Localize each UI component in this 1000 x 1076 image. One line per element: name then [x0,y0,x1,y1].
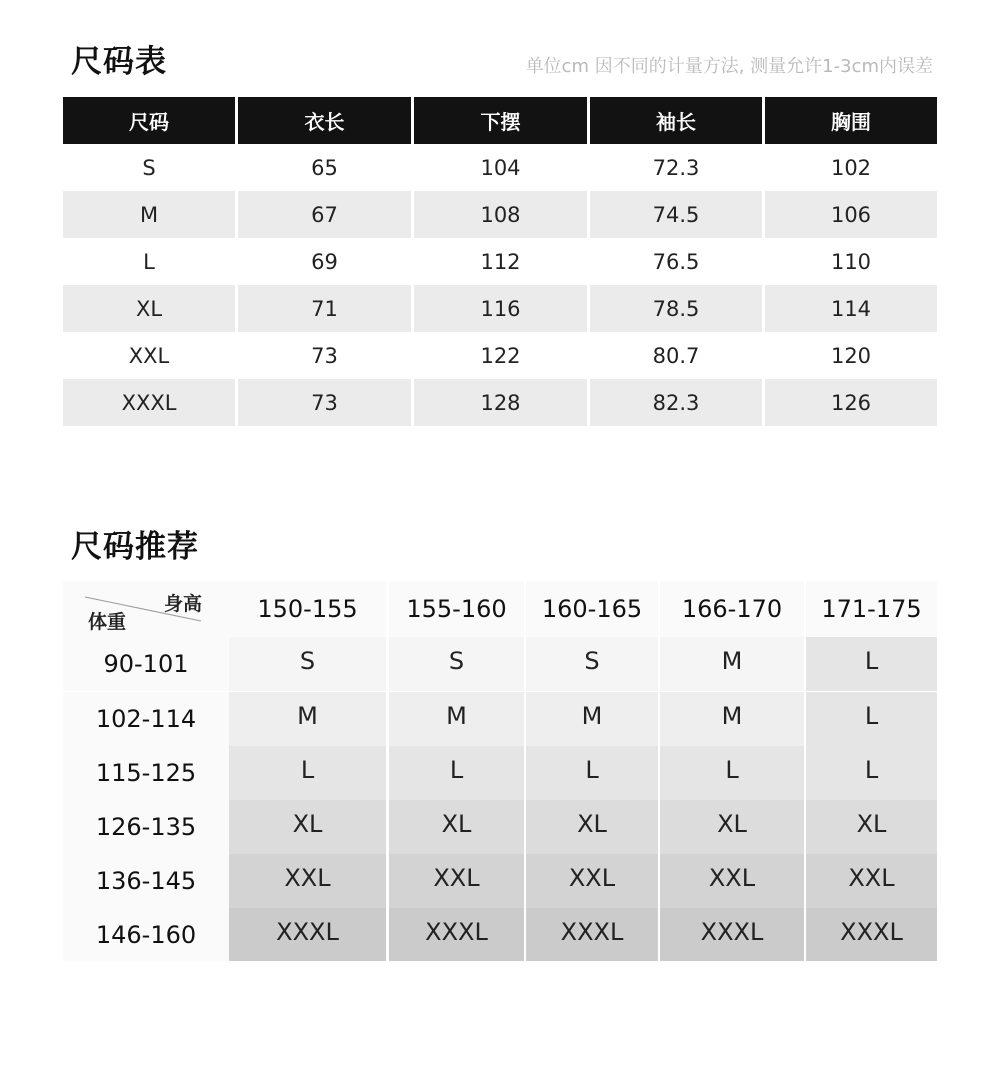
corner-weight-label: 体重 [88,611,127,633]
height-header: 150-155 [229,581,386,637]
weight-header: 115-125 [63,746,229,800]
recommended-size-cell: L [389,746,524,800]
recommended-size-cell: L [526,746,658,800]
table-row [63,379,937,426]
cell-sleeve: 80.7 [652,343,700,368]
cell-size: M [63,191,235,238]
cell-hem: 116 [414,285,587,332]
recommended-size-cell: L [806,692,937,746]
cell-sleeve: 78.5 [590,285,762,332]
cell-hem: 112 [480,249,521,274]
table-row [63,238,937,285]
recommended-size-cell: XXL [526,854,658,908]
recommended-size-cell: XL [526,800,658,854]
height-header: 166-170 [660,581,804,637]
cell-chest: 126 [765,379,937,426]
size-chart-title: 尺码表 [71,44,167,80]
cell-length: 73 [311,343,338,368]
cell-sleeve: 82.3 [590,379,762,426]
recommended-size-cell: XXXL [229,908,386,961]
weight-header: 102-114 [63,692,229,746]
recommended-size-cell: XL [389,800,524,854]
recommended-size-cell: M [389,692,524,746]
cell-chest: 114 [765,285,937,332]
weight-header: 90-101 [63,637,229,691]
cell-size: S [142,155,156,180]
cell-length: 67 [238,191,411,238]
cell-chest: 102 [830,155,872,180]
recommended-size-cell: S [229,637,386,691]
weight-header: 136-145 [63,854,229,908]
cell-chest: 120 [830,343,872,368]
header-length: 衣长 [238,97,411,144]
cell-length: 65 [311,155,338,180]
table-row [63,191,937,238]
cell-sleeve: 74.5 [590,191,762,238]
cell-size: XL [63,285,235,332]
recommended-size-cell: XL [806,800,937,854]
cell-hem: 108 [414,191,587,238]
recommended-size-cell: XXL [389,854,524,908]
cell-chest: 106 [765,191,937,238]
table-row [63,332,937,379]
header-sleeve: 袖长 [590,97,762,144]
size-chart-header-row [63,97,937,144]
recommended-size-cell: L [806,746,937,800]
height-header: 155-160 [389,581,524,637]
cell-length: 71 [238,285,411,332]
recommended-size-cell: S [389,637,524,691]
cell-hem: 122 [480,343,521,368]
recommended-size-cell: M [229,692,386,746]
cell-hem: 104 [480,155,521,180]
cell-size: XXL [128,343,170,368]
recommended-size-cell: XL [229,800,386,854]
unit-note: 单位cm 因不同的计量方法, 测量允许1-3cm内误差 [525,56,933,77]
recommended-size-cell: M [660,637,804,691]
cell-chest: 110 [830,249,872,274]
height-header: 171-175 [806,581,937,637]
recommended-size-cell: XXXL [389,908,524,961]
size-chart-table [63,97,937,426]
recommended-size-cell: XXL [806,854,937,908]
cell-sleeve: 76.5 [652,249,700,274]
recommended-size-cell: M [526,692,658,746]
weight-header: 126-135 [63,800,229,854]
cell-hem: 128 [414,379,587,426]
recommended-size-cell: XXXL [806,908,937,961]
recommendation-title: 尺码推荐 [71,529,199,565]
header-hem: 下摆 [414,97,587,144]
cell-size: L [143,249,155,274]
table-row [63,144,937,191]
recommended-size-cell: XL [660,800,804,854]
recommended-size-cell: XXXL [660,908,804,961]
recommended-size-cell: L [660,746,804,800]
recommended-size-cell: XXL [660,854,804,908]
size-recommendation-grid [63,581,937,961]
cell-length: 73 [238,379,411,426]
cell-sleeve: 72.3 [652,155,700,180]
table-row [63,285,937,332]
recommended-size-cell: S [526,637,658,691]
header-chest: 胸围 [765,97,937,144]
recommended-size-cell: M [660,692,804,746]
recommended-size-cell: L [229,746,386,800]
recommended-size-cell: XXXL [526,908,658,961]
weight-header: 146-160 [63,908,229,961]
header-size: 尺码 [63,97,235,144]
height-header: 160-165 [526,581,658,637]
corner-cell [63,581,229,637]
cell-length: 69 [311,249,338,274]
recommended-size-cell: XXL [229,854,386,908]
corner-height-label: 身高 [163,593,202,615]
cell-size: XXXL [63,379,235,426]
recommended-size-cell: L [806,637,937,691]
